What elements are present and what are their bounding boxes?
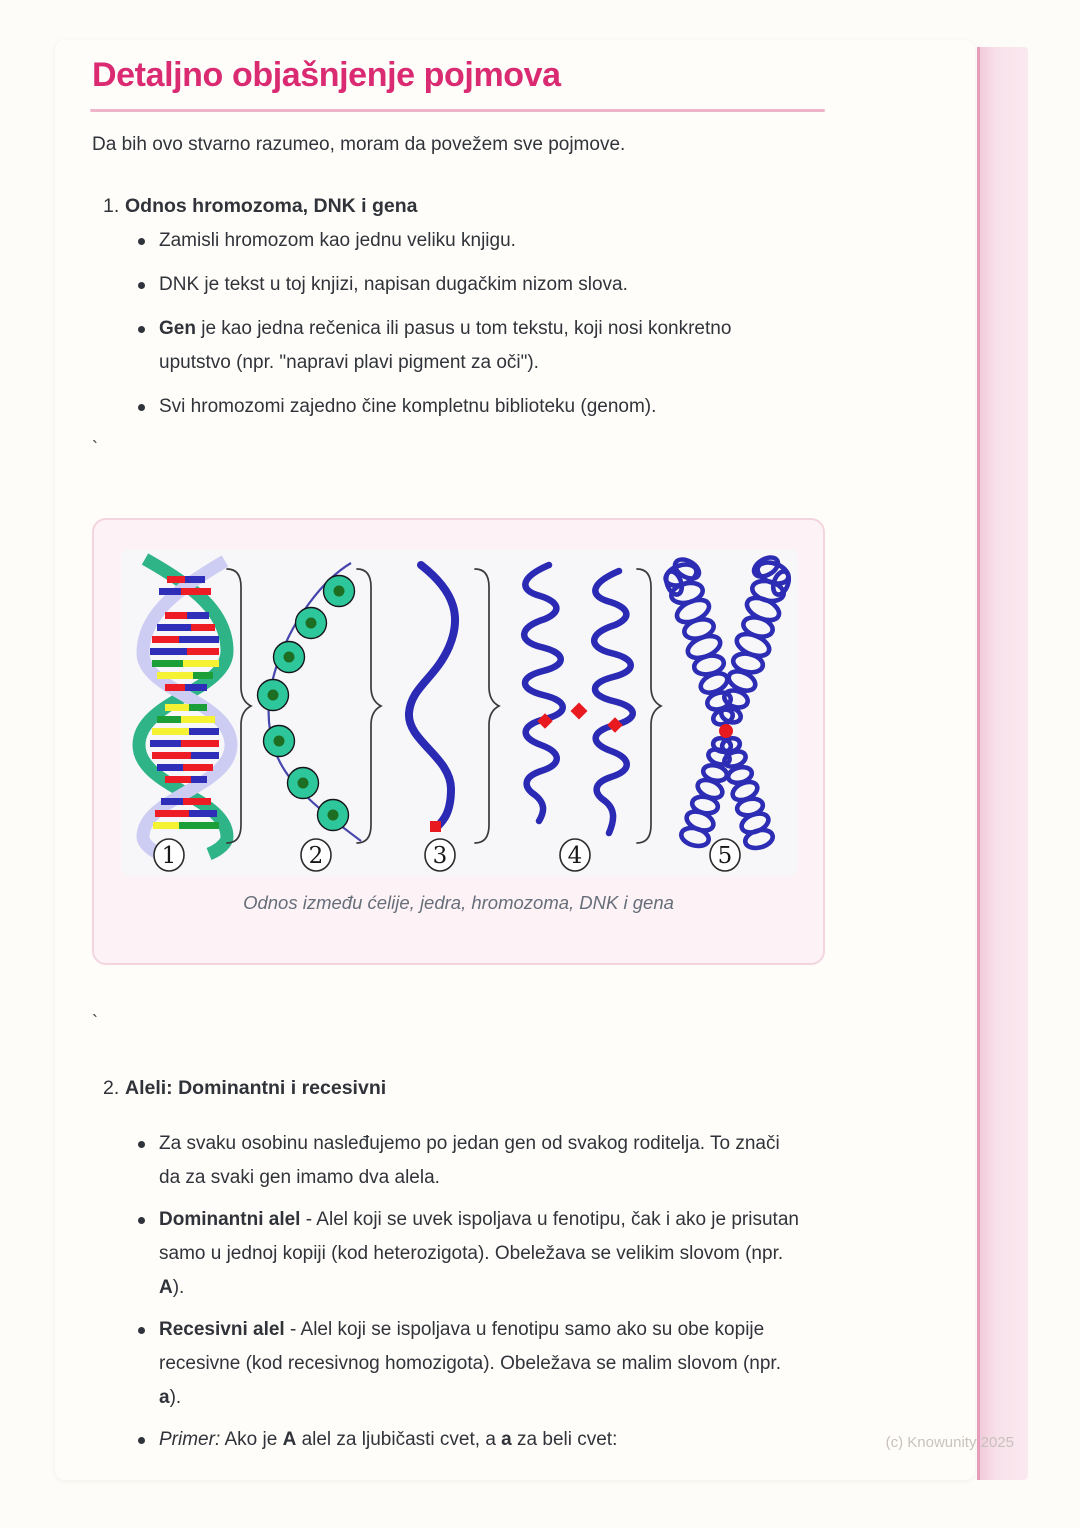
bullet-icon [138, 282, 145, 289]
bullet-icon [138, 1141, 145, 1148]
section-number: 2. [103, 1077, 120, 1099]
bullet-icon [138, 1217, 145, 1224]
text-segment: Zamisli hromozom kao jednu veliku knjigu. [159, 230, 516, 251]
list-item-text [159, 268, 799, 302]
text-segment: ). [169, 1387, 182, 1408]
section-heading [103, 193, 845, 219]
stage-number-badges [154, 839, 740, 871]
list-item-text [159, 1203, 799, 1305]
centromere-dot [719, 724, 733, 738]
list-item [55, 268, 845, 302]
bullet-icon [138, 1327, 145, 1334]
list-item-text [159, 224, 799, 258]
dna-helix-illustration [139, 559, 231, 855]
condensed-chromatin-illustration [524, 565, 633, 833]
text-segment: - Alel koji se uvek ispoljava u fenotipu, čak i ako je prisutan samo u jednoj kopiji (kod heterozigota). Obeležava se velikim slovom (npr. [159, 1209, 799, 1264]
figure-card [92, 518, 825, 965]
text-segment: ). [172, 1277, 185, 1298]
figure-image [121, 549, 798, 876]
section-alleles [55, 1075, 845, 1465]
text-segment: A [159, 1277, 173, 1298]
text-segment: a [501, 1429, 512, 1450]
list-item-text [159, 312, 799, 380]
list-item-text [159, 1313, 799, 1415]
bullet-icon [138, 326, 145, 333]
stage-number: 4 [567, 843, 583, 869]
list-item [55, 390, 845, 424]
list-item [55, 1313, 845, 1415]
text-segment: DNK je tekst u toj knjizi, napisan dugačkim nizom slova. [159, 274, 628, 295]
text-segment: Gen [159, 318, 196, 339]
page-edge-stripe [977, 47, 1028, 1480]
stage-number: 5 [717, 843, 733, 869]
stray-backtick: ` [92, 1012, 98, 1032]
watermark: (c) Knowunity 2025 [885, 1434, 1014, 1451]
brace-icon [475, 569, 499, 843]
text-segment: Ako je [220, 1429, 283, 1450]
bullet-icon [138, 404, 145, 411]
text-segment: Recesivni alel [159, 1319, 285, 1340]
bullet-icon [138, 1437, 145, 1444]
bullet-icon [138, 238, 145, 245]
bullet-list [55, 1127, 845, 1457]
stray-backtick: ` [92, 438, 98, 458]
list-item-text [159, 1423, 799, 1457]
list-item [55, 1127, 845, 1195]
text-segment: Za svaku osobinu nasleđujemo po jedan gen od svakog roditelja. To znači da za svaki gen imamo dva alela. [159, 1133, 780, 1188]
text-segment: alel za ljubičasti cvet, a [296, 1429, 502, 1450]
brace-icon [357, 569, 381, 843]
section-title: Odnos hromozoma, DNK i gena [125, 195, 418, 217]
text-segment: za beli cvet: [511, 1429, 618, 1450]
document-card [55, 40, 975, 1480]
brace-icon [637, 569, 661, 843]
text-segment: Primer: [159, 1429, 221, 1450]
text-segment: a [159, 1387, 170, 1408]
section-chromosomes [55, 193, 845, 434]
page-title: Detaljno objašnjenje pojmova [92, 56, 561, 94]
text-segment: je kao jedna rečenica ili pasus u tom tekstu, koji nosi konkretno uputstvo (npr. "napravi plavi pigment za oči"). [159, 318, 732, 373]
intro-text: Da bih ovo stvarno razumeo, moram da povežem sve pojmove. [92, 134, 626, 155]
stage-number: 1 [161, 843, 177, 869]
list-item-text [159, 390, 799, 424]
section-number: 1. [103, 195, 120, 217]
list-item [55, 224, 845, 258]
list-item [55, 1423, 845, 1457]
chromatin-fiber-illustration [409, 565, 455, 832]
text-segment: A [282, 1429, 297, 1450]
text-segment: Dominantni alel [159, 1209, 301, 1230]
text-segment: - Alel koji se ispoljava u fenotipu samo ako su obe kopije recesivne (kod recesivnog homozigota). Obeležava se malim slovom (npr. [159, 1319, 781, 1374]
list-item-text [159, 1127, 799, 1195]
text-segment: Svi hromozomi zajedno čine kompletnu biblioteku (genom). [159, 396, 657, 417]
section-heading [103, 1075, 845, 1101]
figure-caption: Odnos između ćelije, jedra, hromozoma, DNK i gena [243, 892, 674, 913]
stage-number: 3 [432, 843, 448, 869]
title-divider [90, 109, 825, 112]
section-title: Aleli: Dominantni i recesivni [125, 1077, 387, 1099]
list-item [55, 312, 845, 380]
list-item [55, 1203, 845, 1305]
nucleosome-beads-illustration [258, 563, 362, 841]
bullet-list [55, 224, 845, 424]
brace-icon [227, 569, 251, 843]
stage-number: 2 [308, 843, 324, 869]
chromosome-illustration [663, 554, 792, 851]
